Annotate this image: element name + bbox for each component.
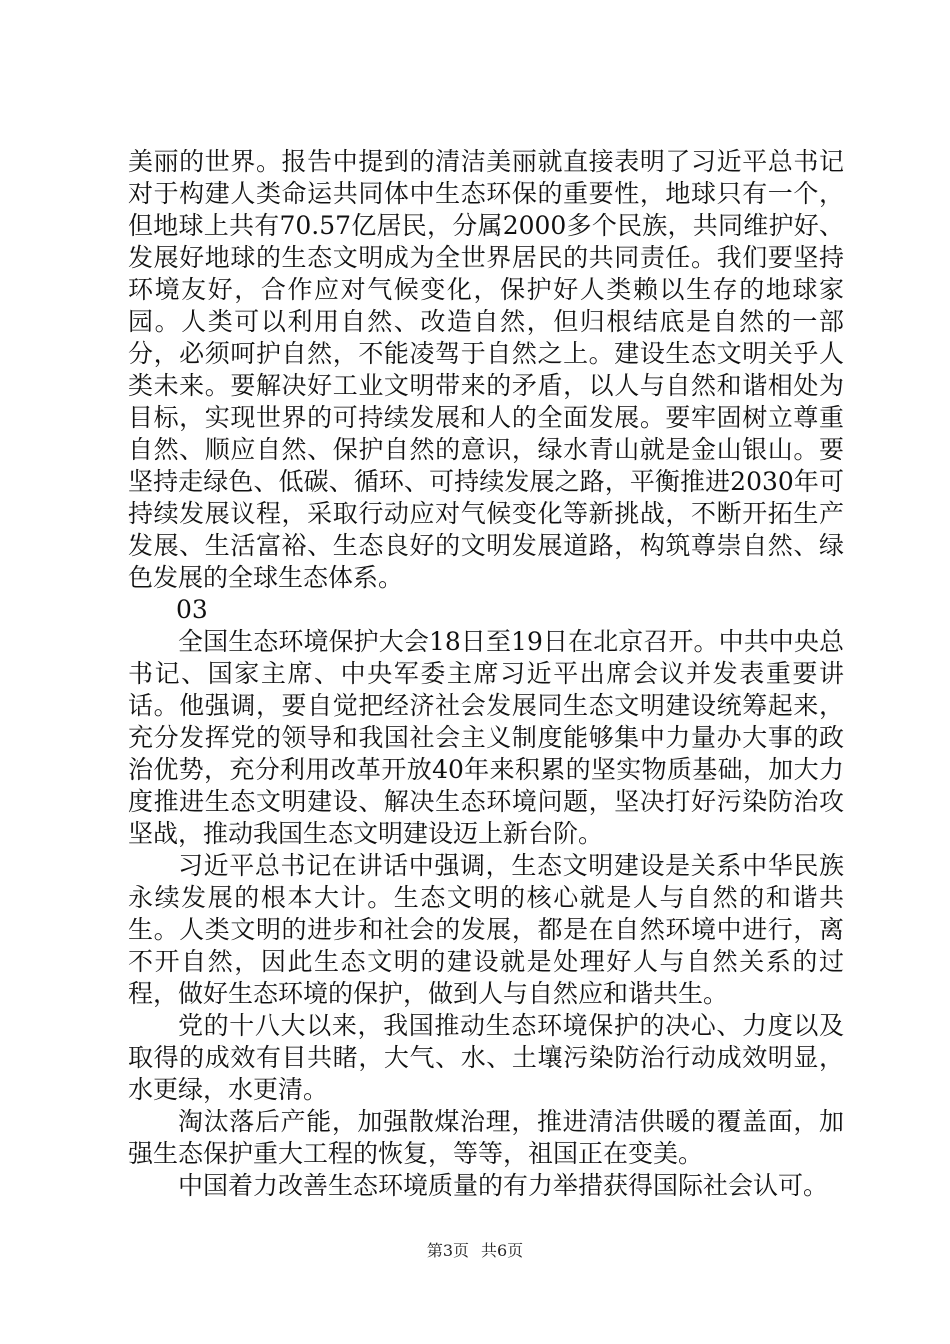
- paragraph: 全国生态环境保护大会18日至19日在北京召开。中共中央总书记、国家主席、中央军委主席习近平出席会议并发表重要讲话。他强调，要自觉把经济社会发展同生态文明建设统筹起来，充分发挥党的领导和我国社会主义制度能够集中力量办大事的政治优势，充分利用改革开放40年来积累的坚实物质基础，加大力度推进生态文明建设、解决生态环境问题，坚决打好污染防治攻坚战，推动我国生态文明建设迈上新台阶。: [128, 627, 844, 848]
- page-total: 共6页: [481, 1241, 524, 1260]
- document-body: [128, 146, 844, 1202]
- paragraph: 淘汰落后产能，加强散煤治理，推进清洁供暖的覆盖面，加强生态保护重大工程的恢复，等等，祖国正在变美。: [128, 1107, 844, 1168]
- paragraph: 党的十八大以来，我国推动生态环境保护的决心、力度以及取得的成效有目共睹，大气、水、土壤污染防治行动成效明显，水更绿，水更清。: [128, 1011, 844, 1104]
- page-footer: [0, 1238, 950, 1261]
- paragraph: 中国着力改善生态环境质量的有力举措获得国际社会认可。: [178, 1171, 829, 1200]
- paragraph: 习近平总书记在讲话中强调，生态文明建设是关系中华民族永续发展的根本大计。生态文明的核心就是人与自然的和谐共生。人类文明的进步和社会的发展，都是在自然环境中进行，离不开自然，因此生态文明的建设就是处理好人与自然关系的过程，做好生态环境的保护，做到人与自然应和谐共生。: [128, 851, 844, 1008]
- page-current: 第3页: [426, 1241, 469, 1260]
- paragraph-continuation: 美丽的世界。报告中提到的清洁美丽就直接表明了习近平总书记对于构建人类命运共同体中生态环保的重要性，地球只有一个，但地球上共有70.57亿居民，分属2000多个民族，共同维护好、发展好地球的生态文明成为全世界居民的共同责任。我们要坚持环境友好，合作应对气候变化，保护好人类赖以生存的地球家园。人类可以利用自然、改造自然，但归根结底是自然的一部分，必须呵护自然，不能凌驾于自然之上。建设生态文明关乎人类未来。要解决好工业文明带来的矛盾，以人与自然和谐相处为目标，实现世界的可持续发展和人的全面发展。要牢固树立尊重自然、顺应自然、保护自然的意识，绿水青山就是金山银山。要坚持走绿色、低碳、循环、可持续发展之路，平衡推进2030年可持续发展议程，采取行动应对气候变化等新挑战，不断开拓生产发展、生活富裕、生态良好的文明发展道路，构筑尊崇自然、绿色发展的全球生态体系。: [128, 147, 844, 592]
- section-number: 03: [176, 595, 208, 624]
